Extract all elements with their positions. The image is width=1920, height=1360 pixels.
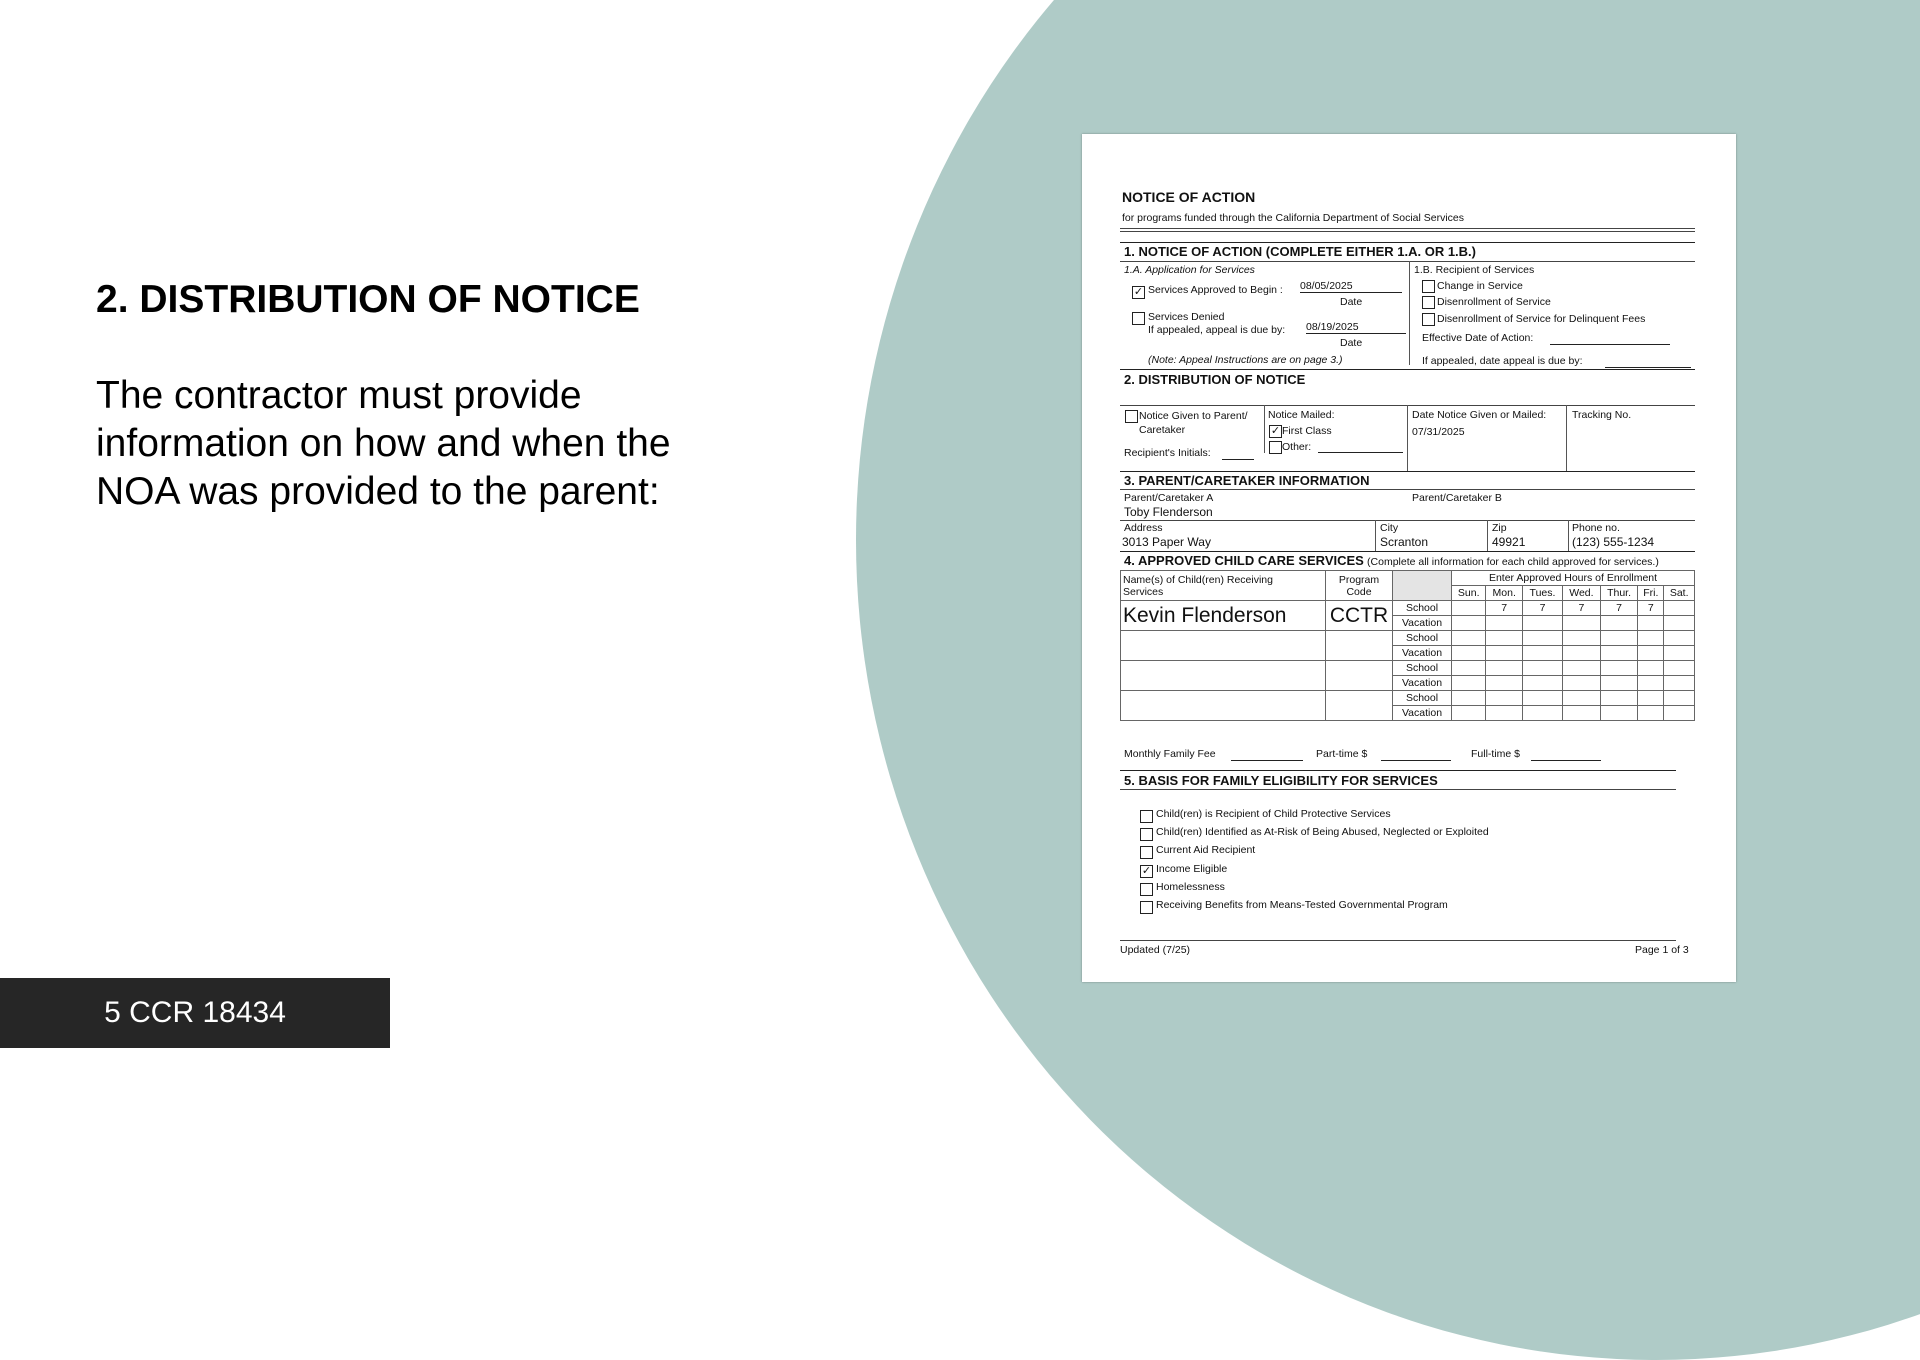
- school-label: School: [1393, 691, 1452, 706]
- date-caption: Date: [1340, 296, 1363, 308]
- divider: [1409, 261, 1410, 365]
- table-row: [1121, 631, 1695, 646]
- table-row: [1121, 661, 1695, 676]
- divider: [1120, 261, 1695, 262]
- zip-label: Zip: [1492, 522, 1507, 534]
- table-row: [1121, 691, 1695, 706]
- names-header: Name(s) of Child(ren) Receiving Services: [1121, 571, 1326, 601]
- school-label: School: [1393, 661, 1452, 676]
- section-4-header: [1124, 553, 1659, 568]
- school-label: School: [1393, 601, 1452, 616]
- recipient-label: 1.B. Recipient of Services: [1414, 264, 1535, 276]
- hours-cell: [1664, 601, 1695, 616]
- part-time-label: Part-time $: [1316, 748, 1368, 760]
- phone-value: (123) 555-1234: [1572, 535, 1655, 549]
- eligibility-option: Receiving Benefits from Means-Tested Governmental Program: [1156, 899, 1448, 911]
- divider: [1120, 231, 1695, 232]
- hours-cell: 7: [1562, 601, 1600, 616]
- day-tue: Tues.: [1523, 586, 1563, 601]
- first-class-label: First Class: [1282, 425, 1332, 437]
- updated-label: Updated (7/25): [1120, 944, 1191, 956]
- section-3-header: 3. PARENT/CARETAKER INFORMATION: [1124, 473, 1370, 488]
- hours-cell: 7: [1638, 601, 1664, 616]
- vacation-label: Vacation: [1393, 616, 1452, 631]
- program-header: Program Code: [1326, 571, 1393, 601]
- disenrollment-fees-label: Disenrollment of Service for Delinquent Fees: [1437, 313, 1646, 325]
- page-number: Page 1 of 3: [1635, 944, 1689, 956]
- other-checkbox[interactable]: [1269, 441, 1282, 454]
- child-name-blank: [1121, 631, 1326, 661]
- services-approved-date: 08/05/2025: [1300, 280, 1402, 293]
- change-in-service-label: Change in Service: [1437, 280, 1523, 292]
- divider: [1120, 940, 1676, 941]
- blank-line: [1231, 760, 1303, 761]
- services-denied-label: Services Denied: [1148, 311, 1225, 323]
- day-fri: Fri.: [1638, 586, 1664, 601]
- city-value: Scranton: [1380, 535, 1429, 549]
- eligibility-option: Homelessness: [1156, 881, 1225, 893]
- income-eligible-checkbox[interactable]: ✓: [1141, 865, 1152, 877]
- notice-mailed-label: Notice Mailed:: [1268, 409, 1335, 421]
- full-time-label: Full-time $: [1471, 748, 1521, 760]
- divider: [1566, 405, 1567, 471]
- appeal-due-date: 08/19/2025: [1306, 321, 1406, 334]
- eligibility-checkbox[interactable]: [1140, 810, 1153, 823]
- section-1-header: 1. NOTICE OF ACTION (COMPLETE EITHER 1.A. OR 1.B.): [1124, 244, 1476, 259]
- program-code: CCTR: [1326, 601, 1393, 631]
- date-caption: Date: [1340, 337, 1363, 349]
- divider: [1487, 520, 1488, 551]
- blank-line: [1550, 344, 1670, 345]
- caretaker-label: Caretaker: [1139, 424, 1186, 436]
- notice-given-label: Notice Given to Parent/: [1139, 410, 1248, 422]
- divider: [1120, 228, 1695, 229]
- disenrollment-checkbox[interactable]: [1422, 296, 1435, 309]
- first-class-checkbox[interactable]: ✓: [1270, 425, 1281, 437]
- divider: [1120, 551, 1695, 552]
- divider: [1120, 471, 1695, 472]
- eligibility-checkbox[interactable]: [1140, 846, 1153, 859]
- hours-cell: [1452, 601, 1486, 616]
- monthly-fee-label: Monthly Family Fee: [1124, 748, 1216, 760]
- eligibility-checkbox[interactable]: [1140, 901, 1153, 914]
- services-approved-checkbox[interactable]: ✓: [1133, 286, 1144, 298]
- form-title: NOTICE OF ACTION: [1122, 189, 1256, 205]
- child-name-blank: [1121, 661, 1326, 691]
- day-sun: Sun.: [1452, 586, 1486, 601]
- other-label: Other:: [1282, 441, 1312, 453]
- day-mon: Mon.: [1486, 586, 1523, 601]
- divider: [1120, 369, 1695, 370]
- city-label: City: [1380, 522, 1399, 534]
- divider: [1264, 405, 1265, 453]
- vacation-label: Vacation: [1393, 676, 1452, 691]
- school-label: School: [1393, 631, 1452, 646]
- hours-cell: 7: [1600, 601, 1637, 616]
- table-header-row: [1121, 571, 1695, 586]
- blank-line: [1605, 367, 1691, 368]
- section-5-header: 5. BASIS FOR FAMILY ELIGIBILITY FOR SERVICES: [1124, 773, 1438, 788]
- section-4-title: 4. APPROVED CHILD CARE SERVICES: [1124, 553, 1364, 568]
- form-subtitle: for programs funded through the California Department of Social Services: [1122, 212, 1465, 224]
- eligibility-option: Current Aid Recipient: [1156, 844, 1256, 856]
- vacation-label: Vacation: [1393, 706, 1452, 721]
- parent-a-value: Toby Flenderson: [1124, 505, 1213, 519]
- parent-b-label: Parent/Caretaker B: [1412, 492, 1502, 504]
- vacation-label: Vacation: [1393, 646, 1452, 661]
- slide-title: 2. DISTRIBUTION OF NOTICE: [96, 278, 640, 321]
- date-given-label: Date Notice Given or Mailed:: [1412, 409, 1547, 421]
- parent-a-label: Parent/Caretaker A: [1124, 492, 1214, 504]
- divider: [1375, 520, 1376, 551]
- eligibility-option: Child(ren) Identified as At-Risk of Being Abused, Neglected or Exploited: [1156, 826, 1489, 838]
- divider: [1120, 770, 1676, 771]
- divider: [1568, 520, 1569, 551]
- day-thu: Thur.: [1600, 586, 1637, 601]
- eligibility-option: Income Eligible: [1156, 863, 1228, 875]
- eligibility-checkbox[interactable]: [1140, 828, 1153, 841]
- disenrollment-fees-checkbox[interactable]: [1422, 313, 1435, 326]
- recipient-initials-label: Recipient's Initials:: [1124, 447, 1211, 459]
- child-name: Kevin Flenderson: [1121, 601, 1326, 631]
- change-in-service-checkbox[interactable]: [1422, 280, 1435, 293]
- type-header: [1393, 571, 1452, 601]
- slide-body-text: The contractor must provide information on how and when the NOA was provided to the parent:: [96, 374, 671, 513]
- program-code-blank: [1326, 661, 1393, 691]
- citation-badge: 5 CCR 18434: [0, 978, 390, 1048]
- divider: [1120, 789, 1676, 790]
- application-label: 1.A. Application for Services: [1124, 264, 1255, 276]
- hours-header: Enter Approved Hours of Enrollment: [1452, 571, 1695, 586]
- blank-line: [1222, 459, 1254, 460]
- enrollment-table: [1120, 570, 1695, 721]
- appeal-due-label: If appealed, appeal is due by:: [1148, 324, 1286, 336]
- blank-line: [1381, 760, 1451, 761]
- notice-given-checkbox[interactable]: [1125, 410, 1138, 423]
- recipient-appeal-label: If appealed, date appeal is due by:: [1422, 355, 1583, 367]
- section-4-note: (Complete all information for each child approved for services.): [1367, 556, 1659, 568]
- blank-line: [1318, 452, 1403, 453]
- address-value: 3013 Paper Way: [1122, 535, 1211, 549]
- date-given-value: 07/31/2025: [1412, 426, 1465, 438]
- address-label: Address: [1124, 522, 1163, 534]
- disenrollment-label: Disenrollment of Service: [1437, 296, 1551, 308]
- phone-label: Phone no.: [1572, 522, 1620, 534]
- notice-of-action-form: [1082, 134, 1736, 982]
- eligibility-checkbox[interactable]: [1140, 883, 1153, 896]
- services-approved-label: Services Approved to Begin :: [1148, 284, 1283, 296]
- zip-value: 49921: [1492, 535, 1526, 549]
- tracking-label: Tracking No.: [1572, 409, 1632, 421]
- hours-cell: 7: [1523, 601, 1563, 616]
- day-sat: Sat.: [1664, 586, 1695, 601]
- divider: [1120, 242, 1695, 243]
- day-wed: Wed.: [1562, 586, 1600, 601]
- effective-date-label: Effective Date of Action:: [1422, 332, 1534, 344]
- appeal-note: (Note: Appeal Instructions are on page 3.): [1148, 354, 1343, 366]
- blank-line: [1531, 760, 1601, 761]
- child-name-blank: [1121, 691, 1326, 721]
- section-2-header: 2. DISTRIBUTION OF NOTICE: [1124, 372, 1306, 387]
- divider: [1120, 520, 1695, 521]
- program-code-blank: [1326, 691, 1393, 721]
- eligibility-option: Child(ren) is Recipient of Child Protective Services: [1156, 808, 1391, 820]
- program-code-blank: [1326, 631, 1393, 661]
- hours-cell: 7: [1486, 601, 1523, 616]
- divider: [1120, 489, 1695, 490]
- divider: [1407, 405, 1408, 471]
- table-row: [1121, 601, 1695, 616]
- services-denied-checkbox[interactable]: [1132, 312, 1145, 325]
